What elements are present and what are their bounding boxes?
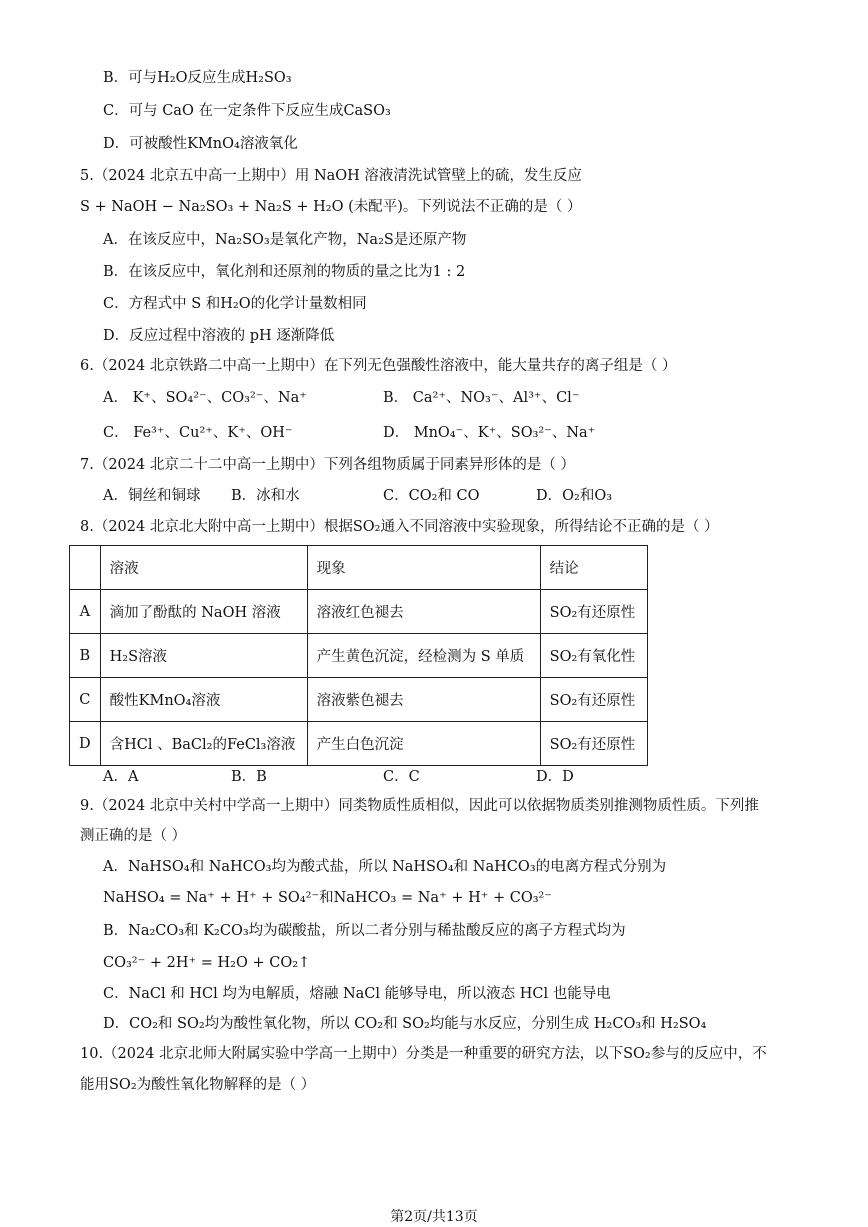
q10-stem-line2: 能用SO₂为酸性氧化物解释的是（ ） (80, 1077, 316, 1093)
q8-table (69, 545, 648, 766)
table-cell: SO₂有还原性 (540, 590, 647, 634)
q8-option-d: D．D (536, 769, 574, 785)
q9-stem-line2: 测正确的是（ ） (80, 828, 187, 844)
table-cell: B (70, 634, 101, 678)
q5-option-d: D．反应过程中溶液的 pH 逐渐降低 (103, 328, 335, 344)
table-row (70, 722, 648, 766)
table-cell (70, 546, 101, 590)
q9-option-b-equation: CO₃²⁻ + 2H⁺ = H₂O + CO₂↑ (103, 955, 311, 971)
q5-stem-line2: S + NaOH − Na₂SO₃ + Na₂S + H₂O (未配平)。下列说法不正确的是（ ） (80, 199, 582, 215)
q9-option-a: A．NaHSO₄和 NaHCO₃均为酸式盐，所以 NaHSO₄和 NaHCO₃的电离方程式分别为 (103, 859, 667, 875)
q4-option-d: D．可被酸性KMnO₄溶液氧化 (103, 136, 298, 152)
table-row (70, 590, 648, 634)
q8-option-b: B．B (231, 769, 267, 785)
q5-stem-line1: 5.（2024 北京五中高一上期中）用 NaOH 溶液清洗试管壁上的硫，发生反应 (80, 168, 582, 184)
table-cell: 酸性KMnO₄溶液 (100, 678, 307, 722)
q7-option-d: D．O₂和O₃ (536, 488, 613, 504)
q9-option-d: D．CO₂和 SO₂均为酸性氧化物，所以 CO₂和 SO₂均能与水反应，分别生成 H₂CO₃和 H₂SO₄ (103, 1016, 707, 1032)
q7-option-c: C．CO₂和 CO (383, 488, 480, 504)
table-cell: 溶液红色褪去 (307, 590, 540, 634)
q7-option-a: A．铜丝和铜球 (103, 488, 201, 504)
q7-stem: 7.（2024 北京二十二中高一上期中）下列各组物质属于同素异形体的是（ ） (80, 457, 575, 473)
table-cell: 含HCl 、BaCl₂的FeCl₃溶液 (100, 722, 307, 766)
table-cell: SO₂有还原性 (540, 678, 647, 722)
q8-stem: 8.（2024 北京北大附中高一上期中）根据SO₂通入不同溶液中实验现象，所得结论不正确的是（ ） (80, 519, 719, 535)
table-cell: 滴加了酚酞的 NaOH 溶液 (100, 590, 307, 634)
q6-option-d: D． MnO₄⁻、K⁺、SO₃²⁻、Na⁺ (383, 425, 596, 441)
q8-option-a: A．A (103, 769, 139, 785)
table-cell: C (70, 678, 101, 722)
table-cell: 溶液紫色褪去 (307, 678, 540, 722)
q5-option-c: C．方程式中 S 和H₂O的化学计量数相同 (103, 296, 367, 312)
q4-option-b: B．可与H₂O反应生成H₂SO₃ (103, 70, 292, 86)
q8-option-c: C．C (383, 769, 420, 785)
page-number: 第2页/共13页 (390, 1209, 478, 1225)
table-cell: 产生白色沉淀 (307, 722, 540, 766)
q6-stem: 6.（2024 北京铁路二中高一上期中）在下列无色强酸性溶液中，能大量共存的离子组是（ ） (80, 358, 677, 374)
table-cell: 产生黄色沉淀，经检测为 S 单质 (307, 634, 540, 678)
table-cell: D (70, 722, 101, 766)
table-cell: SO₂有氧化性 (540, 634, 647, 678)
table-cell: A (70, 590, 101, 634)
q9-option-a-equation: NaHSO₄ = Na⁺ + H⁺ + SO₄²⁻和NaHCO₃ = Na⁺ + H⁺ + CO₃²⁻ (103, 890, 553, 906)
q5-option-a: A．在该反应中，Na₂SO₃是氧化产物，Na₂S是还原产物 (103, 232, 467, 248)
q6-option-a: A． K⁺、SO₄²⁻、CO₃²⁻、Na⁺ (103, 390, 307, 406)
q10-stem-line1: 10.（2024 北京北师大附属实验中学高一上期中）分类是一种重要的研究方法，以下SO₂参与的反应中，不 (80, 1046, 767, 1062)
table-row (70, 678, 648, 722)
table-header: 现象 (307, 546, 540, 590)
q9-option-c: C．NaCl 和 HCl 均为电解质，熔融 NaCl 能够导电，所以液态 HCl 也能导电 (103, 986, 611, 1002)
table-row (70, 634, 648, 678)
q9-stem-line1: 9.（2024 北京中关村中学高一上期中）同类物质性质相似，因此可以依据物质类别推测物质性质。下列推 (80, 798, 759, 814)
table-header: 结论 (540, 546, 647, 590)
q7-option-b: B．冰和水 (231, 488, 300, 504)
table-header: 溶液 (100, 546, 307, 590)
q4-option-c: C．可与 CaO 在一定条件下反应生成CaSO₃ (103, 103, 391, 119)
table-cell: H₂S溶液 (100, 634, 307, 678)
table-header-row (70, 546, 648, 590)
table-cell: SO₂有还原性 (540, 722, 647, 766)
q5-option-b: B．在该反应中，氧化剂和还原剂的物质的量之比为1 : 2 (103, 264, 466, 280)
q6-option-c: C． Fe³⁺、Cu²⁺、K⁺、OH⁻ (103, 425, 293, 441)
q9-option-b: B．Na₂CO₃和 K₂CO₃均为碳酸盐，所以二者分别与稀盐酸反应的离子方程式均为 (103, 923, 626, 939)
q6-option-b: B． Ca²⁺、NO₃⁻、Al³⁺、Cl⁻ (383, 390, 580, 406)
